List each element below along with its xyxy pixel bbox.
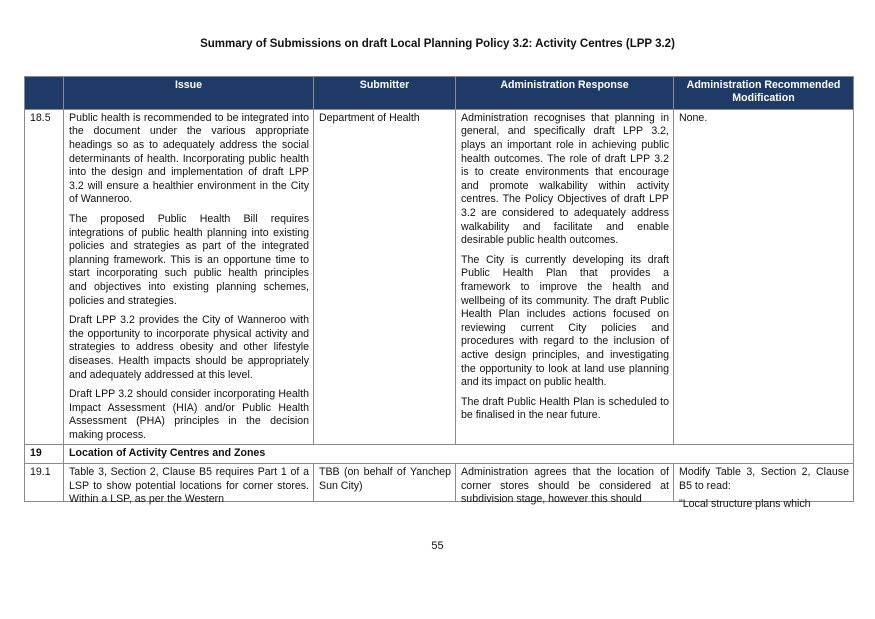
header-issue: Issue: [64, 77, 314, 110]
submissions-table: [24, 76, 854, 511]
issue-cell: [64, 464, 314, 506]
modification-cell: None.: [674, 109, 854, 445]
issue-paragraph: Public health is recommended to be integrated into the document under the various appropriate headings so as to adequately address the social determinants of health. Incorporating public health into the design and implementation of draft LPP 3.2 will ensure a healthier environment in the City of Wanneroo.: [69, 111, 309, 206]
header-number: [25, 77, 64, 110]
issue-cell: [64, 109, 314, 445]
response-cell: [456, 109, 674, 445]
submitter-cell: [314, 464, 456, 502]
header-administration-response: Administration Response: [456, 77, 674, 110]
modification-paragraph: "Local structure plans which: [679, 498, 811, 511]
response-paragraph: The City is currently developing its draft Public Health Plan that provides a framework to improve the health and wellbeing of its community. The draft Public Health Plan includes actions focused on reviewing current City policies and procedures with regard to the inclusion of active design principles, and investigating the opportunity to look at land use planning and its impact on public health.: [461, 253, 669, 389]
response-paragraph: The draft Public Health Plan is scheduled to be finalised in the near future.: [461, 395, 669, 422]
submitter-text: TBB (on behalf of Yanchep Sun City): [319, 466, 451, 492]
section-row-19: [25, 445, 854, 464]
response-text: Administration agrees that the location of corner stores should be considered at subdivision stage, however this should: [461, 466, 669, 506]
row-number: 18.5: [25, 109, 64, 445]
modification-paragraph: Modify Table 3, Section 2, Clause B5 to read:: [679, 466, 849, 492]
issue-text: Table 3, Section 2, Clause B5 requires Part 1 of a LSP to show potential locations for corner stores. Within a LSP, as per the Western: [69, 466, 309, 506]
section-title: Location of Activity Centres and Zones: [64, 445, 854, 464]
header-submitter: Submitter: [314, 77, 456, 110]
row-number: 19.1: [25, 464, 64, 502]
response-cell: [456, 464, 674, 506]
section-number: 19: [25, 445, 64, 464]
table-row-18-5: [25, 109, 854, 445]
issue-paragraph: Draft LPP 3.2 provides the City of Wanneroo with the opportunity to incorporate physical activity and strategies to address obesity and other lifestyle diseases. Health impacts should be appropriately and adequately addressed at this level.: [69, 314, 309, 381]
submitter-cell: Department of Health: [314, 109, 456, 445]
table-row-19-1: [25, 464, 854, 502]
header-recommended-modification: Administration Recommended Modification: [674, 77, 854, 110]
page-number: 55: [431, 540, 444, 552]
response-paragraph: Administration recognises that planning in general, and specifically draft LPP 3.2, plays an important role in achieving public health outcomes. The role of draft LPP 3.2 is to create environments that encourage and promote walkability within activity centres. The Policy Objectives of draft LPP 3.2 are considered to adequately address walkability and facilitate and enable desirable public health outcomes.: [461, 111, 669, 247]
issue-paragraph: The proposed Public Health Bill requires integrations of public health planning into existing policies and strategies as part of the integrated planning framework. This is an opportune time to start incorporating such public health principles and objectives into existing planning schemes, policies and strategies.: [69, 212, 309, 307]
modification-cell: [674, 464, 854, 511]
table-header-row: [25, 77, 854, 110]
issue-paragraph: Draft LPP 3.2 should consider incorporating Health Impact Assessment (HIA) and/or Public Health Assessment (PHA) principles in the decision making process.: [69, 388, 309, 441]
document-title: Summary of Submissions on draft Local Planning Policy 3.2: Activity Centres (LPP 3.2): [200, 38, 675, 50]
